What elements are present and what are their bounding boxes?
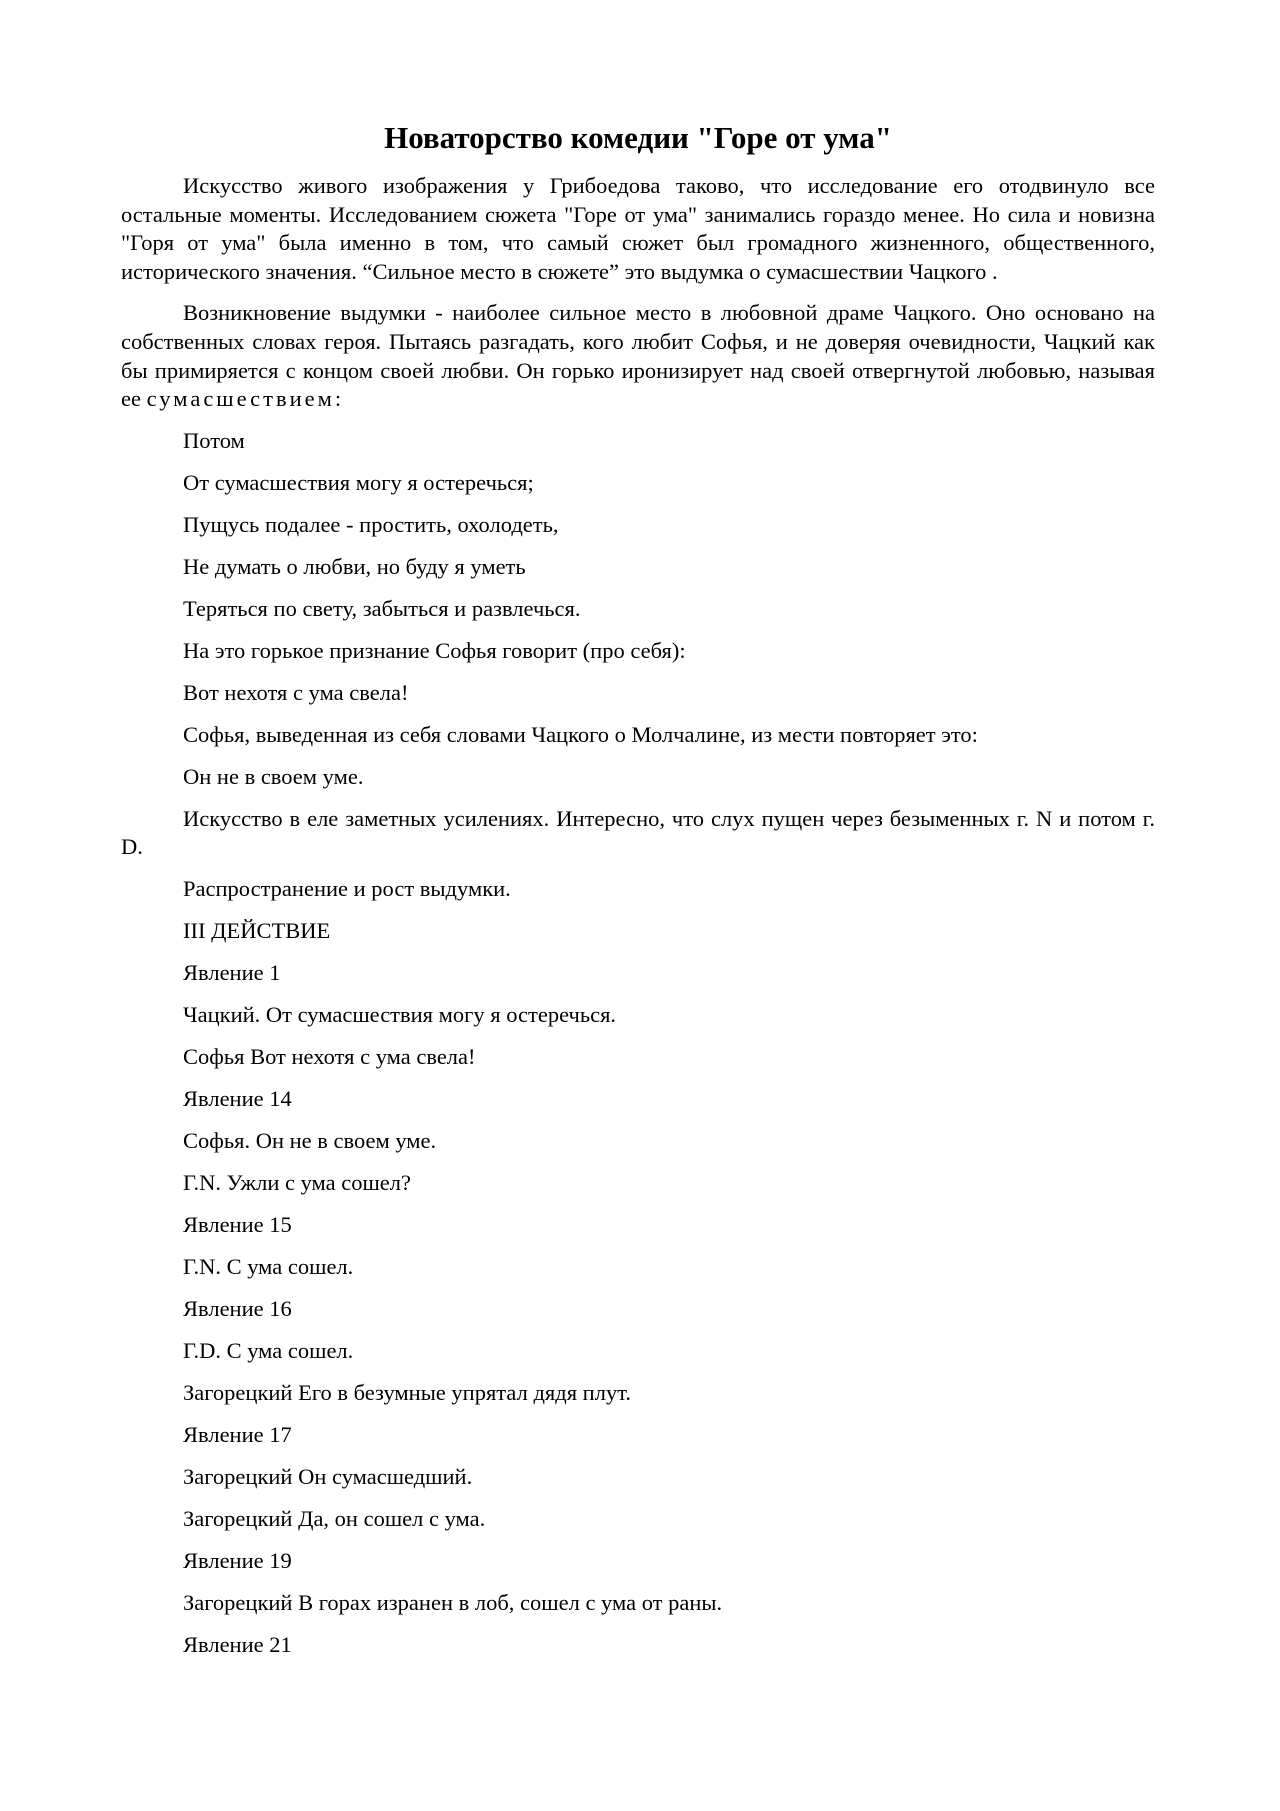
scene-heading: Явление 1: [183, 959, 281, 985]
dialogue-line: Г.N. Ужли с ума сошел?: [183, 1169, 412, 1195]
dialogue-line: Софья Вот нехотя с ума свела!: [183, 1043, 476, 1069]
quote-line: На это горькое признание Софья говорит (про себя):: [183, 637, 686, 663]
scene-heading: Явление 19: [183, 1547, 292, 1573]
scene-heading: Явление 17: [183, 1421, 292, 1447]
act-heading: III ДЕЙСТВИЕ: [183, 917, 331, 943]
quote-line: Вот нехотя с ума свела!: [183, 679, 409, 705]
scene-heading: Явление 21: [183, 1631, 292, 1657]
quote-line: От сумасшествия могу я остеречься;: [183, 469, 534, 495]
quote-line: Софья, выведенная из себя словами Чацкого о Молчалине, из мести повторяет это:: [183, 721, 978, 747]
outline-line: Распространение и рост выдумки.: [183, 875, 511, 901]
paragraph-text-end: :: [334, 386, 342, 412]
paragraph-text: Возникновение выдумки - наиболее сильное место в любовной драме Чацкого. Оно основано на собственных словах героя. Пытаясь разгадать, кого любит Софья, и не доверяя очевидности, Чацкий как бы примиряется с концом своей любви. Он горько иронизирует над своей отвергнутой любовью, называя ее: [121, 300, 1155, 412]
dialogue-line: Чацкий. От сумасшествия могу я остеречься.: [183, 1001, 617, 1027]
dialogue-line: Г.N. С ума сошел.: [183, 1253, 354, 1279]
dialogue-line: Загорецкий В горах изранен в лоб, сошел с ума от раны.: [183, 1589, 723, 1615]
scene-heading: Явление 16: [183, 1295, 292, 1321]
dialogue-line: Софья. Он не в своем уме.: [183, 1127, 437, 1153]
scene-heading: Явление 15: [183, 1211, 292, 1237]
dialogue-line: Загорецкий Он сумасшедший.: [183, 1463, 473, 1489]
scene-heading: Явление 14: [183, 1085, 292, 1111]
quote-line: Пущусь подалее - простить, охолодеть,: [183, 511, 559, 537]
document-title: Новаторство комедии "Горе от ума": [384, 120, 892, 155]
dialogue-line: Загорецкий Его в безумные упрятал дядя плут.: [183, 1379, 631, 1405]
paragraph-intro: Искусство живого изображения у Грибоедова таково, что исследование его отодвинуло все остальные моменты. Исследованием сюжета "Горе от ума" занимались гораздо менее. Но сила и новизна "Горя от ума" была именно в том, что самый сюжет был громадного жизненного, общественного, исторического значения. “Сильное место в сюжете” это выдумка о сумасшествии Чацкого .: [121, 173, 1155, 284]
quote-line: Потом: [183, 427, 245, 453]
paragraph-art-of-amplification: Искусство в еле заметных усилениях. Интересно, что слух пущен через безыменных г. N и потом г. D.: [121, 805, 1155, 860]
quote-line: Не думать о любви, но буду я уметь: [183, 553, 526, 579]
document-body: [121, 172, 1155, 1673]
dialogue-line: Загорецкий Да, он сошел с ума.: [183, 1505, 486, 1531]
dialogue-line: Г.D. С ума сошел.: [183, 1337, 354, 1363]
quote-line: Он не в своем уме.: [183, 763, 364, 789]
quote-line: Теряться по свету, забыться и развлечься.: [183, 595, 581, 621]
emphasized-spaced-word: сумасшествием: [146, 386, 335, 412]
paragraph-origin-of-rumor: [121, 299, 1155, 413]
